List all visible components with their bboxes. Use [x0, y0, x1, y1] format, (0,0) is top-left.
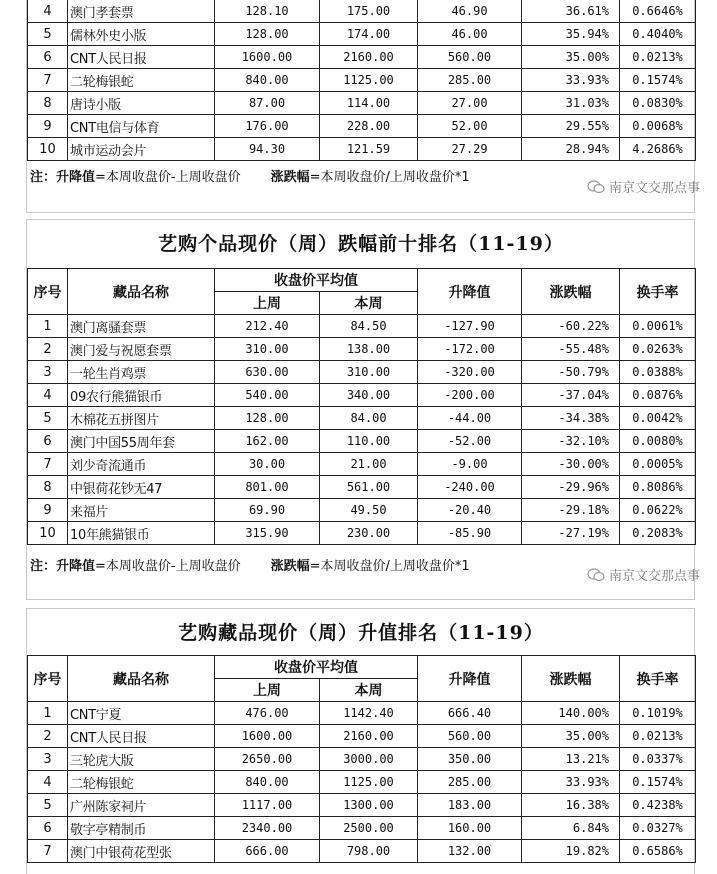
- cell-this: 2160.00: [320, 725, 418, 748]
- header-turnover: 换手率: [620, 656, 696, 702]
- cell-change: 46.90: [418, 0, 522, 23]
- table-row: [28, 338, 696, 361]
- cell-change: 560.00: [418, 46, 522, 69]
- cell-name: 儒林外史小版: [68, 23, 215, 46]
- cell-rank: 2: [28, 338, 68, 361]
- cell-name: 一轮生肖鸡票: [68, 361, 215, 384]
- cell-pct: 28.94%: [522, 138, 620, 161]
- cell-change: -320.00: [418, 361, 522, 384]
- cell-turnover: 0.0337%: [620, 748, 696, 771]
- cell-last: 212.40: [215, 315, 320, 338]
- header-pct: 涨跌幅: [522, 269, 620, 315]
- table-row: [28, 0, 696, 23]
- cell-turnover: 0.0622%: [620, 499, 696, 522]
- cell-last: 30.00: [215, 453, 320, 476]
- cell-last: 1117.00: [215, 794, 320, 817]
- cell-name: 中银荷花钞无47: [68, 476, 215, 499]
- cell-turnover: 0.0263%: [620, 338, 696, 361]
- table-row: [28, 840, 696, 863]
- cell-rank: 6: [28, 46, 68, 69]
- header-this-week: 本周: [320, 679, 418, 702]
- cell-name: 二轮梅银蛇: [68, 771, 215, 794]
- cell-change: 52.00: [418, 115, 522, 138]
- header-change: 升降值: [418, 269, 522, 315]
- cell-rank: 9: [28, 115, 68, 138]
- cell-change: 183.00: [418, 794, 522, 817]
- cell-change: 560.00: [418, 725, 522, 748]
- cell-pct: 33.93%: [522, 771, 620, 794]
- cell-name: 广州陈家祠片: [68, 794, 215, 817]
- cell-change: -200.00: [418, 384, 522, 407]
- cell-turnover: 0.4238%: [620, 794, 696, 817]
- decline-ranking-panel: [26, 219, 700, 600]
- cell-last: 87.00: [215, 92, 320, 115]
- cell-rank: 10: [28, 138, 68, 161]
- table-row: [28, 46, 696, 69]
- cell-this: 230.00: [320, 522, 418, 545]
- cell-last: 2340.00: [215, 817, 320, 840]
- cell-change: 27.00: [418, 92, 522, 115]
- cell-name: 澳门中国55周年套: [68, 430, 215, 453]
- cell-name: 澳门孝套票: [68, 0, 215, 23]
- cell-name: CNT人民日报: [68, 46, 215, 69]
- cell-change: 132.00: [418, 840, 522, 863]
- cell-change: 27.29: [418, 138, 522, 161]
- cell-last: 2650.00: [215, 748, 320, 771]
- formula-note: 注：升降值=本周收盘价-上周收盘价 涨跌幅=本周收盘价/上周收盘价*1: [30, 170, 470, 185]
- cell-rank: 5: [28, 23, 68, 46]
- table-row: [28, 384, 696, 407]
- cell-change: 46.00: [418, 23, 522, 46]
- cell-name: 澳门爱与祝愿套票: [68, 338, 215, 361]
- cell-this: 1125.00: [320, 69, 418, 92]
- cell-change: -44.00: [418, 407, 522, 430]
- cell-last: 94.30: [215, 138, 320, 161]
- gain-ranking-panel: [26, 608, 695, 874]
- cell-change: -52.00: [418, 430, 522, 453]
- cell-name: 唐诗小版: [68, 92, 215, 115]
- cell-name: 澳门离骚套票: [68, 315, 215, 338]
- cell-pct: -27.19%: [522, 522, 620, 545]
- table-row: [28, 315, 696, 338]
- cell-pct: -34.38%: [522, 407, 620, 430]
- cell-turnover: 0.0005%: [620, 453, 696, 476]
- cell-last: 630.00: [215, 361, 320, 384]
- cell-last: 1600.00: [215, 725, 320, 748]
- cell-pct: 33.93%: [522, 69, 620, 92]
- header-this-week: 本周: [320, 292, 418, 315]
- cell-pct: 19.82%: [522, 840, 620, 863]
- table-row: [28, 522, 696, 545]
- cell-this: 3000.00: [320, 748, 418, 771]
- header-avg: 收盘价平均值: [215, 656, 418, 679]
- cell-pct: -29.18%: [522, 499, 620, 522]
- cell-this: 21.00: [320, 453, 418, 476]
- cell-rank: 6: [28, 817, 68, 840]
- cell-this: 2160.00: [320, 46, 418, 69]
- cell-last: 176.00: [215, 115, 320, 138]
- table-row: [28, 115, 696, 138]
- cell-turnover: 0.0876%: [620, 384, 696, 407]
- cell-pct: 13.21%: [522, 748, 620, 771]
- table-row: [28, 453, 696, 476]
- cell-this: 84.50: [320, 315, 418, 338]
- cell-rank: 5: [28, 794, 68, 817]
- cell-pct: -55.48%: [522, 338, 620, 361]
- cell-pct: 6.84%: [522, 817, 620, 840]
- cell-pct: 35.94%: [522, 23, 620, 46]
- cell-this: 1142.40: [320, 702, 418, 725]
- cell-change: -9.00: [418, 453, 522, 476]
- cell-last: 128.10: [215, 0, 320, 23]
- ranking-panel-top: [26, 0, 700, 213]
- cell-rank: 8: [28, 92, 68, 115]
- cell-name: 10年熊猫银币: [68, 522, 215, 545]
- cell-turnover: 0.0213%: [620, 46, 696, 69]
- ranking-table-top: [27, 0, 696, 161]
- table-row: [28, 794, 696, 817]
- cell-last: 128.00: [215, 407, 320, 430]
- cell-rank: 7: [28, 453, 68, 476]
- cell-this: 175.00: [320, 0, 418, 23]
- cell-this: 121.59: [320, 138, 418, 161]
- header-rank: 序号: [28, 269, 68, 315]
- cell-last: 1600.00: [215, 46, 320, 69]
- table-row: [28, 23, 696, 46]
- cell-this: 561.00: [320, 476, 418, 499]
- cell-last: 315.90: [215, 522, 320, 545]
- cell-turnover: 0.0213%: [620, 725, 696, 748]
- formula-note: 注：升降值=本周收盘价-上周收盘价 涨跌幅=本周收盘价/上周收盘价*1: [30, 559, 470, 574]
- cell-rank: 8: [28, 476, 68, 499]
- cell-turnover: 0.0327%: [620, 817, 696, 840]
- cell-pct: 140.00%: [522, 702, 620, 725]
- cell-this: 114.00: [320, 92, 418, 115]
- cell-turnover: 0.6586%: [620, 840, 696, 863]
- cell-pct: -60.22%: [522, 315, 620, 338]
- cell-last: 666.00: [215, 840, 320, 863]
- cell-rank: 3: [28, 361, 68, 384]
- cell-name: 敬字亭精制币: [68, 817, 215, 840]
- cell-this: 138.00: [320, 338, 418, 361]
- cell-name: CNT人民日报: [68, 725, 215, 748]
- cell-rank: 3: [28, 748, 68, 771]
- cell-turnover: 0.8086%: [620, 476, 696, 499]
- table-row: [28, 138, 696, 161]
- cell-this: 1300.00: [320, 794, 418, 817]
- table-row: [28, 771, 696, 794]
- table-title: 艺购个品现价（周）跌幅前十排名（11-19）: [158, 233, 564, 255]
- header-change: 升降值: [418, 656, 522, 702]
- table-row: [28, 407, 696, 430]
- cell-name: CNT宁夏: [68, 702, 215, 725]
- cell-name: 09农行熊猫银币: [68, 384, 215, 407]
- cell-name: 三轮虎大版: [68, 748, 215, 771]
- cell-rank: 10: [28, 522, 68, 545]
- cell-name: 刘少奇流通币: [68, 453, 215, 476]
- table-row: [28, 430, 696, 453]
- table-row: [28, 817, 696, 840]
- cell-turnover: 0.0080%: [620, 430, 696, 453]
- cell-name: 木棉花五拼图片: [68, 407, 215, 430]
- table-row: [28, 748, 696, 771]
- header-pct: 涨跌幅: [522, 656, 620, 702]
- table-row: [28, 361, 696, 384]
- header-last-week: 上周: [215, 679, 320, 702]
- cell-turnover: 0.0061%: [620, 315, 696, 338]
- cell-this: 340.00: [320, 384, 418, 407]
- header-turnover: 换手率: [620, 269, 696, 315]
- cell-change: -240.00: [418, 476, 522, 499]
- cell-rank: 9: [28, 499, 68, 522]
- table-row: [28, 476, 696, 499]
- cell-turnover: 0.1574%: [620, 69, 696, 92]
- cell-this: 174.00: [320, 23, 418, 46]
- watermark: 南京文交那点事: [587, 565, 700, 584]
- cell-rank: 1: [28, 315, 68, 338]
- cell-name: CNT电信与体育: [68, 115, 215, 138]
- cell-this: 228.00: [320, 115, 418, 138]
- cell-change: 350.00: [418, 748, 522, 771]
- header-name: 藏品名称: [68, 269, 215, 315]
- header-name: 藏品名称: [68, 656, 215, 702]
- cell-last: 128.00: [215, 23, 320, 46]
- cell-pct: 35.00%: [522, 46, 620, 69]
- gain-ranking-table: [27, 655, 696, 863]
- header-last-week: 上周: [215, 292, 320, 315]
- cell-change: -20.40: [418, 499, 522, 522]
- cell-last: 310.00: [215, 338, 320, 361]
- cell-this: 798.00: [320, 840, 418, 863]
- cell-pct: 35.00%: [522, 725, 620, 748]
- table-row: [28, 92, 696, 115]
- cell-this: 2500.00: [320, 817, 418, 840]
- cell-rank: 4: [28, 771, 68, 794]
- cell-turnover: 0.0388%: [620, 361, 696, 384]
- cell-turnover: 4.2686%: [620, 138, 696, 161]
- cell-last: 801.00: [215, 476, 320, 499]
- table-row: [28, 725, 696, 748]
- cell-name: 澳门中银荷花型张: [68, 840, 215, 863]
- cell-this: 84.00: [320, 407, 418, 430]
- cell-rank: 1: [28, 702, 68, 725]
- cell-rank: 4: [28, 384, 68, 407]
- cell-name: 来福片: [68, 499, 215, 522]
- cell-pct: -29.96%: [522, 476, 620, 499]
- cell-last: 540.00: [215, 384, 320, 407]
- cell-turnover: 0.6646%: [620, 0, 696, 23]
- cell-last: 840.00: [215, 69, 320, 92]
- cell-this: 49.50: [320, 499, 418, 522]
- cell-change: -127.90: [418, 315, 522, 338]
- cell-turnover: 0.2083%: [620, 522, 696, 545]
- header-avg: 收盘价平均值: [215, 269, 418, 292]
- cell-name: 城市运动会片: [68, 138, 215, 161]
- header-rank: 序号: [28, 656, 68, 702]
- cell-turnover: 0.1019%: [620, 702, 696, 725]
- cell-change: 666.40: [418, 702, 522, 725]
- decline-ranking-table: [27, 268, 696, 545]
- cell-pct: -30.00%: [522, 453, 620, 476]
- cell-last: 69.90: [215, 499, 320, 522]
- cell-turnover: 0.0042%: [620, 407, 696, 430]
- table-row: [28, 702, 696, 725]
- cell-pct: 16.38%: [522, 794, 620, 817]
- cell-rank: 6: [28, 430, 68, 453]
- cell-rank: 4: [28, 0, 68, 23]
- cell-change: -172.00: [418, 338, 522, 361]
- cell-this: 110.00: [320, 430, 418, 453]
- table-row: [28, 499, 696, 522]
- cell-change: 285.00: [418, 69, 522, 92]
- cell-last: 840.00: [215, 771, 320, 794]
- cell-pct: -50.79%: [522, 361, 620, 384]
- cell-this: 310.00: [320, 361, 418, 384]
- cell-change: 285.00: [418, 771, 522, 794]
- cell-rank: 2: [28, 725, 68, 748]
- cell-pct: 31.03%: [522, 92, 620, 115]
- cell-pct: -32.10%: [522, 430, 620, 453]
- wechat-icon: [587, 180, 605, 194]
- cell-turnover: 0.0830%: [620, 92, 696, 115]
- cell-rank: 7: [28, 840, 68, 863]
- cell-this: 1125.00: [320, 771, 418, 794]
- table-row: [28, 69, 696, 92]
- cell-rank: 7: [28, 69, 68, 92]
- wechat-icon: [587, 568, 605, 582]
- cell-rank: 5: [28, 407, 68, 430]
- cell-pct: 36.61%: [522, 0, 620, 23]
- cell-name: 二轮梅银蛇: [68, 69, 215, 92]
- cell-last: 162.00: [215, 430, 320, 453]
- cell-last: 476.00: [215, 702, 320, 725]
- cell-change: -85.90: [418, 522, 522, 545]
- cell-pct: 29.55%: [522, 115, 620, 138]
- cell-turnover: 0.1574%: [620, 771, 696, 794]
- watermark: 南京文交那点事: [587, 177, 700, 196]
- cell-pct: -37.04%: [522, 384, 620, 407]
- table-title: 艺购藏品现价（周）升值排名（11-19）: [178, 622, 544, 644]
- cell-change: 160.00: [418, 817, 522, 840]
- cell-turnover: 0.0068%: [620, 115, 696, 138]
- cell-turnover: 0.4040%: [620, 23, 696, 46]
